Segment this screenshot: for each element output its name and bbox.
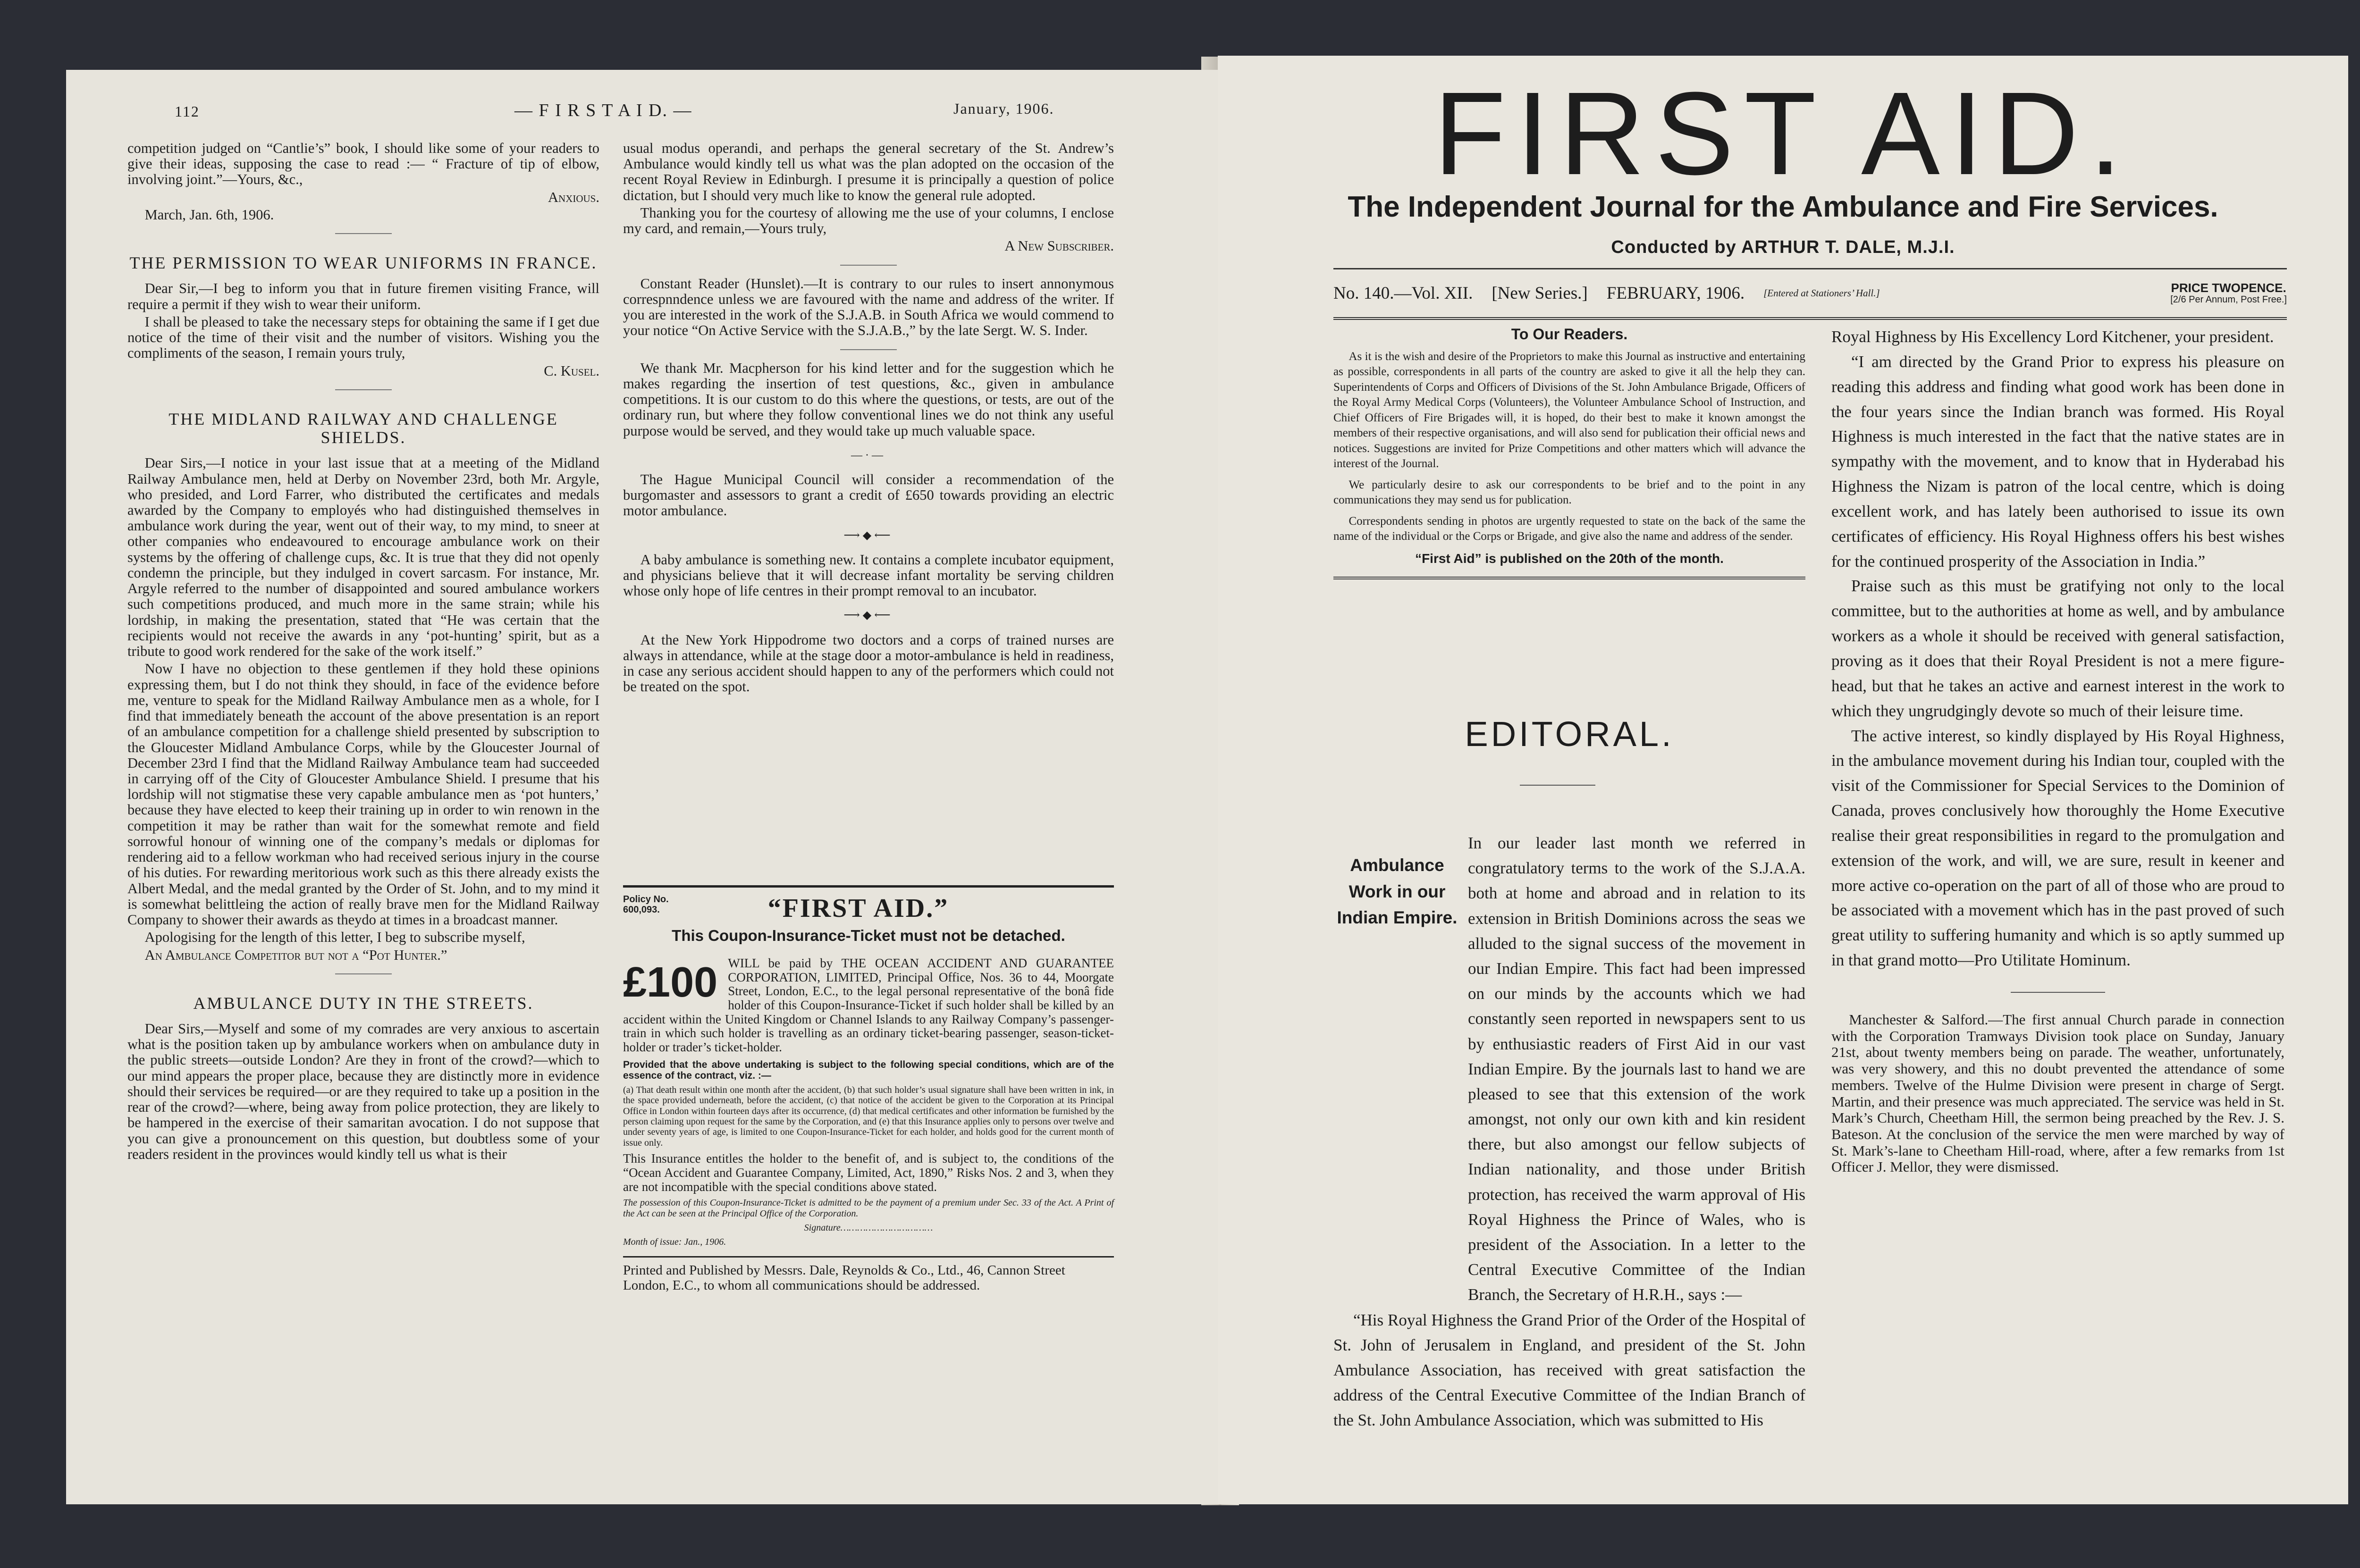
coupon-amount: £100 bbox=[623, 958, 718, 1006]
paragraph: The active interest, so kindly displayed by His Royal Highness, in the ambulance movement during his Indian tour, coupled with the visit of the Commissioner for Special Services to the Dominion of Canada, proves conclusively how thoroughly the Home Executive realise their great responsibilities in regard to the promulgation and extension of the work, and will, we are sure, result in keener and more active co-operation on the part of all of those who are proud to be associated with a movement which has in the past proved of such great utility to suffering humanity and which is so aptly summed up in that grand motto—Pro Utilitate Hominum. bbox=[1831, 726, 2284, 970]
coupon-benefit: This Insurance entitles the holder to the benefit of, and is subject to, the conditions of the “Ocean Accident and Guarantee Company, Limited, Act, 1890,” Risks Nos. 2 and 3, when they are not incompatible with the special conditions above stated. bbox=[623, 1151, 1114, 1194]
masthead-title: FIRST AID. bbox=[1433, 67, 2132, 199]
running-title: — F I R S T A I D. — bbox=[514, 101, 692, 120]
divider bbox=[335, 389, 392, 390]
divider bbox=[335, 973, 392, 974]
coupon-provided: Provided that the above undertaking is subject to the following special conditions, which are of the essence of the contract, viz. :— bbox=[623, 1059, 1114, 1081]
paragraph: Manchester & Salford.—The first annual Church parade in connection with the Corporation Tramways Division took place on Sunday, January 21st, about twenty members being on parade. The weather, unfortunately, was very showery, and this no doubt prevented the attendance of some members. Twelve of the Hulme Division were present in charge of Sergt. Martin, and their presence was much appreciated. The service was held in St. Mark’s Church, Cheetham Hill, the sermon being preached by the Rev. J. S. Bateson. At the conclusion of the service the men were marched by way of St. Mark’s-lane to Cheetham Hill-road, where, after a few remarks from 1st Officer J. Mellor, they were dismissed. bbox=[1831, 1011, 2284, 1175]
paragraph: Dear Sir,—I beg to inform you that in future firemen visiting France, will require a permit if they wish to wear their uniform. bbox=[127, 280, 599, 312]
divider bbox=[2011, 992, 2105, 993]
paragraph: In our leader last month we referred in congratulatory terms to the work of the S.J.A.A. both at home and abroad and in relation to its extension in British Dominions across the seas we alluded to the signal success of the movement in our Indian Empire. This fact had been impressed on our minds by the accounts which we had constantly seen reported in newspapers sent to us by enthusiastic readers of First Aid in our vast Indian Empire. By the journals last to hand we are pleased to see that this extension of the work amongst, not only our own kith and kin resident there, but also amongst our fellow subjects of Indian nationality, and those under British protection, has received the warm approval of His Royal Highness the Prince of Wales, who is president of the Association. In a letter to the Central Executive Committee of the Indian Branch, the Secretary of H.R.H., says :— bbox=[1468, 834, 1805, 1304]
divider bbox=[840, 349, 897, 350]
policy-label: Policy No. 600,093. bbox=[623, 894, 669, 915]
section-heading: THE PERMISSION TO WEAR UNIFORMS IN FRANCE. bbox=[129, 253, 598, 273]
right-column-2 bbox=[1831, 325, 2284, 1175]
publication-note: “First Aid” is published on the 20th of the month. bbox=[1415, 551, 1724, 566]
editorial-heading: EDITORAL. bbox=[1465, 714, 1674, 754]
issue-bar bbox=[1333, 268, 2287, 320]
paragraph: “His Royal Highness the Grand Prior of the Order of the Hospital of St. John of Jerusalem in England, and president of the St. John Ambulance Association, has received with great satisfaction the address of the Central Executive Committee of the Indian Branch of the St. John Ambulance Association, which was submitted to His bbox=[1333, 1310, 1805, 1430]
letter-signature: Anxious. bbox=[548, 189, 599, 205]
notice-to-readers bbox=[1333, 325, 1805, 579]
page-date: January, 1906. bbox=[953, 100, 1054, 117]
coupon-warning: This Coupon-Insurance-Ticket must not be detached. bbox=[672, 926, 1065, 944]
paragraph: As it is the wish and desire of the Proprietors to make this Journal as instructive and entertaining as possible, correspondents in all parts of the country are asked to give it all the help they can. Superintendents of Corps and Officers of Divisions of the St. John Ambulance Brigade, Officers of the Royal Army Medical Corps (Volunteers), the Volunteer Ambulance School of Instruction, and Chief Officers of Fire Brigades will, it is hoped, do their best to make it known amongst the members of their respective organisations, and will also send for publication their official news and notices. Suggestions are invited for Prize Competitions and other matters which will advance the interest of the Journal. bbox=[1333, 350, 1805, 470]
section-heading: THE MIDLAND RAILWAY AND CHALLENGE SHIELDS. bbox=[169, 409, 558, 447]
divider bbox=[1520, 785, 1595, 786]
ornament-divider: ⟶◆⟵ bbox=[843, 609, 893, 622]
issue-month: FEBRUARY, 1906. bbox=[1606, 284, 1745, 303]
paragraph: We thank Mr. Macpherson for his kind letter and for the suggestion which he makes regarding the insertion of test questions, &c., given in ambulance competitions. It is our custom to do this where the questions, or tests, are out of the ordinary run, but where they follow conventional lines we do not think any useful purpose would be served, and they would take up much valuable space. bbox=[623, 360, 1114, 439]
paragraph: At the New York Hippodrome two doctors and a corps of trained nurses are always in attendance, while at the stage door a motor-ambulance is held in readiness, in case any serious accident should happen to any of the performers which could not be treated on the spot. bbox=[623, 631, 1114, 695]
letter-date: March, Jan. 6th, 1906. bbox=[144, 206, 274, 223]
paragraph: Correspondents sending in photos are urgently requested to state on the back of the same the name of the individual or the Corps or Brigade, and give also the name and address of the sender. bbox=[1333, 514, 1805, 543]
price-box: PRICE TWOPENCE. [2/6 Per Annum, Post Free.] bbox=[2170, 281, 2287, 305]
left-column-2 bbox=[623, 141, 1114, 697]
paragraph: Dear Sirs,—I notice in your last issue that at a meeting of the Midland Railway Ambulance men, held at Derby on November 23rd, both Mr. Argyle, who presided, and Lord Farrer, who distributed the certificates and medals awarded by the Company to employés who had distinguished themselves in ambulance work during the year, went out of their way, to my mind, to sneer at other companies who endeavoured to encourage ambulance work on their systems by the offering of challenge cups, &c. It is true that they did not openly condemn the principle, but they indulged in covert sarcasm. For instance, Mr. Argyle referred to the number of disappointed and soured ambulance workers such competitions produced, and much more in the same strain; while his lordship, in making the presentation, stated that “He was certain that the recipients would not receive the awards in any ‘pot-hunting’ spirit, but as a tribute to good work rendered for the sake of the work itself.” bbox=[127, 455, 599, 660]
paragraph: usual modus operandi, and perhaps the general secretary of the St. Andrew’s Ambulance would kindly tell us what was the plan adopted on the occasion of the recent Royal Review in Edinburgh. I presume it is principally a question of police dictation, but I should very much like to know the general rule adopted. bbox=[623, 140, 1114, 203]
letter-signature: C. Kusel. bbox=[544, 362, 599, 379]
paragraph: The Hague Municipal Council will consider a recommendation of the burgomaster and assessors to grant a credit of £650 towards providing an electric motor ambulance. bbox=[623, 471, 1114, 519]
left-column-1 bbox=[127, 141, 599, 1164]
page-number: 112 bbox=[175, 103, 200, 120]
paragraph: I shall be pleased to take the necessary steps for obtaining the same if I get due notice of the time of their visit and the number of visitors. Wishing you the compliments of the season, I remain yours truly, bbox=[127, 313, 599, 361]
divider bbox=[335, 233, 392, 234]
letter-signature: An Ambulance Competitor but not a “Pot Hunter.” bbox=[144, 947, 447, 963]
paragraph: Now I have no objection to these gentlemen if they hold these opinions expressing them, but I do not think they should, in face of the evidence before me, venture to speak for the Midland Railway Ambulance men as a whole, for I find that immediately beneath the account of the above presentation is an report of an ambulance competition for a challenge shield presented by subscription to the Gloucester Midland Ambulance Corps, while by the Gloucester Journal of December 23rd I find that the Midland Railway Ambulance team had succeeded in carrying off of the City of Gloucester Ambulance Shield. I presume that his lordship will not stigmatise these very capable ambulance men as ‘pot hunters,’ because they have elected to keep their training up in order to win renown in the competition it may be rather than wait for the somewhat remote and field sorrowful honour of winning one of the company’s medals or diplomas for rendering aid to a fellow workman who had received serious injury in the course of his duties. For rewarding meritorious work such as this there already exists the Albert Medal, and the medal granted by the Order of St. John, and to my mind it is somewhat belittleing the action of really brave men for the Midland Railway Company to shower their awards as theydo at times in a broadcast manner. bbox=[127, 661, 599, 928]
letter-signature: A New Subscriber. bbox=[1004, 238, 1114, 254]
editorial-text bbox=[1333, 830, 1805, 1433]
notice-title: To Our Readers. bbox=[1511, 326, 1628, 343]
paragraph: Praise such as this must be gratifying not only to the local committee, but to the authorities at home as well, and by ambulance workers as a whole it should be received with general satisfaction, proving as it does that their Royal President is not a mere figure-head, but that he takes an active and earnest interest in the work to which they ungrudgingly devote so much of their leisure time. bbox=[1831, 577, 2284, 720]
issue-number: No. 140.—Vol. XII. bbox=[1333, 284, 1473, 303]
ornament-divider: —·— bbox=[851, 449, 886, 461]
coupon-possession: The possession of this Coupon-Insurance-Ticket is admitted to be the payment of a premium under Sec. 33 of the Act. A Print of the Act can be seen at the Principal Office of the Corporation. bbox=[623, 1198, 1114, 1219]
insurance-coupon bbox=[623, 885, 1114, 1293]
paragraph: Apologising for the length of this letter, I beg to subscribe myself, bbox=[144, 929, 525, 946]
letter-intro: competition judged on “Cantlie’s” book, I should like some of your readers to give their ideas, supposing the case to read :— “ Fracture of tip of elbow, involving joint.”—Yours, &c., bbox=[127, 140, 599, 188]
coupon-conditions: (a) That death result within one month after the accident, (b) that such holder’s usual signature shall have been written in ink, in the space provided underneath, before the accident, (c) that notice of the accident be given to the Corporation at its Principal Office in London within fourteen days after its occurrence, (d) that medical certificates and other information be furnished by the person claiming upon request for the same by the Corporation, and (e) that this Insurance applies only to persons over twelve and under seventy years of age, is limited to one Coupon-Insurance-Ticket for each holder, and holds good for the current month of issue only. bbox=[623, 1084, 1114, 1148]
divider bbox=[840, 265, 897, 266]
ornament-divider: ⟶◆⟵ bbox=[843, 529, 893, 542]
paragraph: “I am directed by the Grand Prior to express his pleasure on reading this address and finding what good work has been done in the four years since the Indian branch was formed. His Royal Highness is much interested in the fact that the native states are in sympathy with the movement, and to know that in Hyderabad his Highness the Nizam is patron of the local centre, which is doing excellent work, and has lately been authorised to issue its own certificates of efficiency. His Royal Highness offers his best wishes for the continued prosperity of the Association in India.” bbox=[1831, 352, 2284, 570]
section-heading: AMBULANCE DUTY IN THE STREETS. bbox=[193, 993, 534, 1013]
paragraph: Royal Highness by His Excellency Lord Kitchener, your president. bbox=[1831, 327, 2274, 346]
coupon-month: Month of issue: Jan., 1906. bbox=[623, 1237, 726, 1248]
paragraph: Constant Reader (Hunslet).—It is contrary to our rules to insert annonymous correspnndence unless we are favoured with the name and address of the writer. If you are interested in the work of the S.J.A.B. in South Africa we would commend to your notice “On Active Service with the S.J.A.B.,” by the late Sergt. W. S. Inder. bbox=[623, 275, 1114, 339]
paragraph: We particularly desire to ask our correspondents to be brief and to the point in any communications they may send us for publication. bbox=[1333, 478, 1805, 507]
issue-series: [New Series.] bbox=[1492, 284, 1588, 303]
left-page bbox=[66, 70, 1218, 1504]
paragraph: A baby ambulance is something new. It contains a complete incubator equipment, and physicians believe that it will decrease infant mortality be serving children whose only hope of life centres in their prompt removal to an incubator. bbox=[623, 551, 1114, 599]
paragraph: Dear Sirs,—Myself and some of my comrades are very anxious to ascertain what is the position taken up by ambulance workers when on ambulance duty in the public streets—outside London? Are they in front of the crowd?—which to our mind appears the proper place, because they are distinctly more in evidence should their services be required—or are they required to take up a position in the rear of the crowd?—where, being away from police protection, they are likely to be hampered in the exercise of their samaritan avocation. I do not suppose that you can give a pronouncement on this question, but doubtless some of your readers resident in the provinces would kindly tell us what is their bbox=[127, 1021, 599, 1162]
publisher-footer: Printed and Published by Messrs. Dale, Reynolds & Co., Ltd., 46, Cannon Street London, E.C., to whom all communications should be addressed. bbox=[623, 1256, 1114, 1293]
paragraph: Thanking you for the courtesy of allowing me the use of your columns, I enclose my card, and remain,—Yours truly, bbox=[623, 204, 1114, 237]
coupon-title: “FIRST AID.” bbox=[767, 894, 949, 923]
masthead-subtitle: The Independent Journal for the Ambulance and Fire Services. bbox=[1348, 191, 2218, 223]
right-page bbox=[1218, 56, 2348, 1504]
masthead-editor: Conducted by ARTHUR T. DALE, M.J.I. bbox=[1611, 237, 1955, 257]
double-rule bbox=[1333, 577, 1805, 579]
coupon-body: WILL be paid by THE OCEAN ACCIDENT AND GUARANTEE CORPORATION, LIMITED, Principal Office, Nos. 36 to 44, Moorgate Street, London, E.C., to the legal personal representative of the bonâ fide holder of this Coupon-Insurance-Ticket if such holder shall be killed by an accident within the United Kingdom or Channel Islands to any Railway Company’s passenger-train in which such holder is travelling as an ordinary ticket-bearing passenger, season-ticket-holder or trader’s ticket-holder. bbox=[623, 956, 1114, 1055]
side-heading: Ambulance Work in our Indian Empire. bbox=[1337, 855, 1458, 927]
coupon-signature: Signature…………………………… bbox=[804, 1223, 933, 1233]
entered-note: [Entered at Stationers’ Hall.] bbox=[1763, 287, 1880, 299]
